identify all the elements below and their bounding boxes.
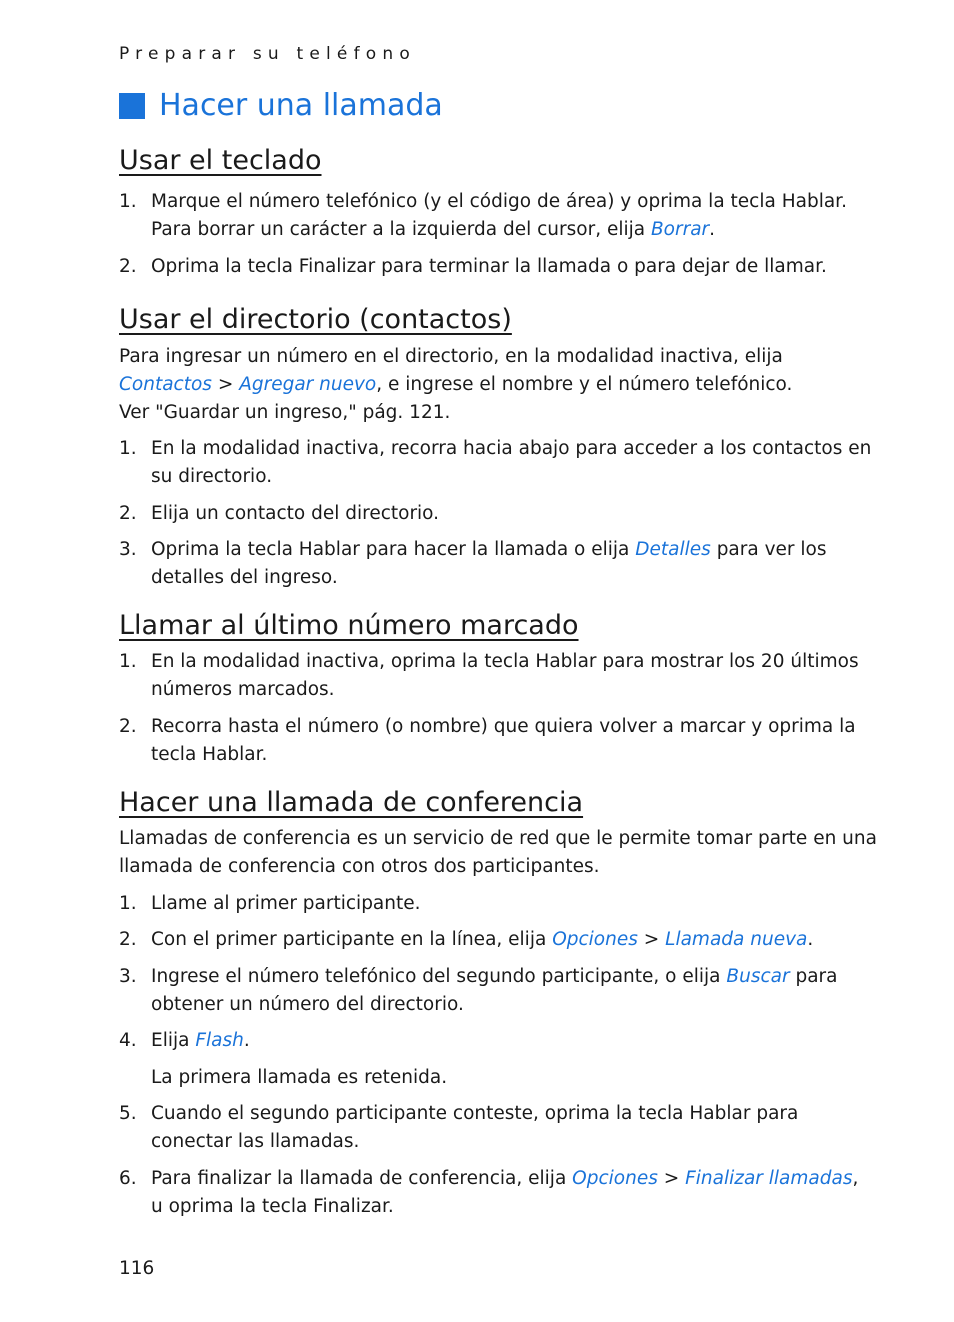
- menu-link-borrar: Borrar: [650, 219, 710, 240]
- menu-link-detalles: Detalles: [635, 539, 711, 560]
- section-intro: Llamadas de conferencia es un servicio de red que le permite tomar parte en una llamada de conferencia con otros dos participantes.: [119, 828, 877, 877]
- page-number: 116: [119, 1258, 155, 1279]
- menu-link-llamada-nueva: Llamada nueva: [665, 929, 808, 950]
- page-title: [119, 88, 443, 123]
- section-heading-directorio: Usar el directorio (contactos): [119, 304, 512, 335]
- menu-link-flash: Flash: [195, 1030, 244, 1051]
- menu-link-opciones: Opciones: [552, 929, 638, 950]
- page-title-text: Hacer una llamada: [159, 88, 443, 123]
- menu-link-agregar-nuevo: Agregar nuevo: [239, 374, 377, 395]
- section-heading-conferencia: Hacer una llamada de conferencia: [119, 787, 584, 818]
- section-intro: Para ingresar un número en el directorio, en la modalidad inactiva, elija Contactos > Agregar nuevo, e ingrese el nombre y el número telefónico. Ver "Guardar un ingreso," pág. 121.: [119, 346, 793, 423]
- menu-link-buscar: Buscar: [726, 966, 790, 987]
- menu-link-finalizar-llamadas: Finalizar llamadas: [685, 1168, 853, 1189]
- title-square-icon: [119, 93, 145, 119]
- menu-link-opciones: Opciones: [572, 1168, 658, 1189]
- menu-link-contactos: Contactos: [119, 374, 212, 395]
- section-heading-teclado: Usar el teclado: [119, 145, 322, 176]
- running-header: Preparar su teléfono: [119, 44, 416, 64]
- section-heading-ultimo-numero: Llamar al último número marcado: [119, 610, 579, 641]
